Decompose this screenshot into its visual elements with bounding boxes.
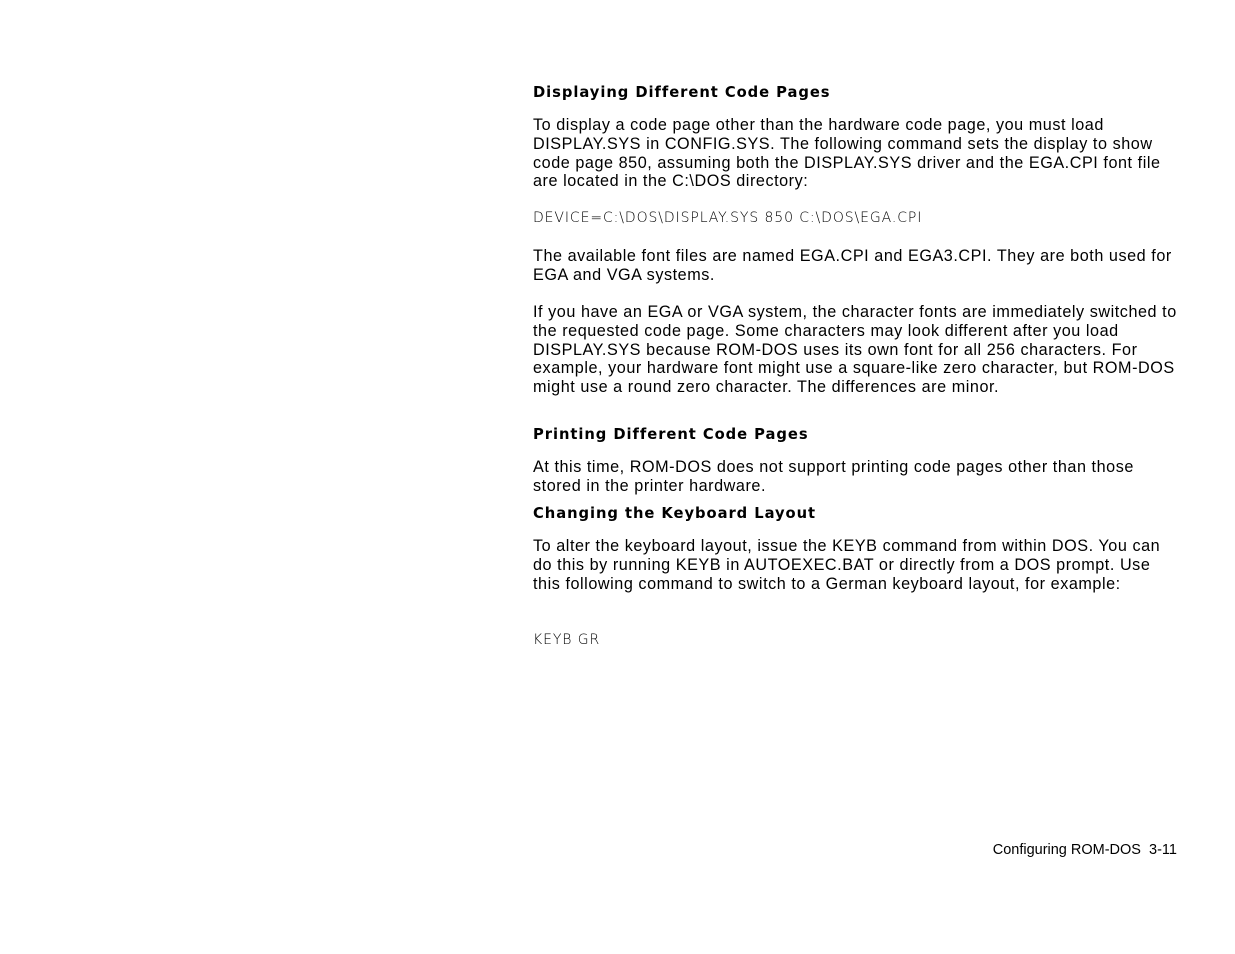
paragraph-display-intro: To display a code page other than the hardware code page, you must load DISPLAY.SYS in CONFIG.SYS. The following command sets the display to show code page 850, assuming both the DISPLAY.SYS driver and the EGA.CPI font file are located in the C:\DOS directory: (533, 116, 1161, 191)
paragraph-font-files: The available font files are named EGA.CPI and EGA3.CPI. They are both used for EGA and VGA systems. (533, 247, 1172, 284)
paragraph-ega-vga: If you have an EGA or VGA system, the character fonts are immediately switched to the requested code page. Some characters may look different after you load DISPLAY.SYS because ROM-DOS uses its own font for all 256 characters. For example, your hardware font might use a square-like zero character, but ROM-DOS might use a round zero character. The differences are minor. (533, 303, 1177, 397)
paragraph-printing: At this time, ROM-DOS does not support printing code pages other than those stored in the printer hardware. (533, 458, 1134, 495)
page-footer: Configuring ROM-DOS 3-11 (992, 842, 1177, 858)
heading-printing-code-pages: Printing Different Code Pages (533, 425, 809, 443)
heading-keyboard-layout: Changing the Keyboard Layout (533, 504, 817, 522)
heading-displaying-code-pages: Displaying Different Code Pages (533, 83, 831, 101)
code-device-command: DEVICE=C:\DOS\DISPLAY.SYS 850 C:\DOS\EGA.CPI (533, 210, 923, 226)
code-keyb-command: KEYB GR (533, 632, 601, 648)
paragraph-keyboard: To alter the keyboard layout, issue the KEYB command from within DOS. You can do this by running KEYB in AUTOEXEC.BAT or directly from a DOS prompt. Use this following command to switch to a German keyboard layout, for example: (533, 537, 1161, 593)
